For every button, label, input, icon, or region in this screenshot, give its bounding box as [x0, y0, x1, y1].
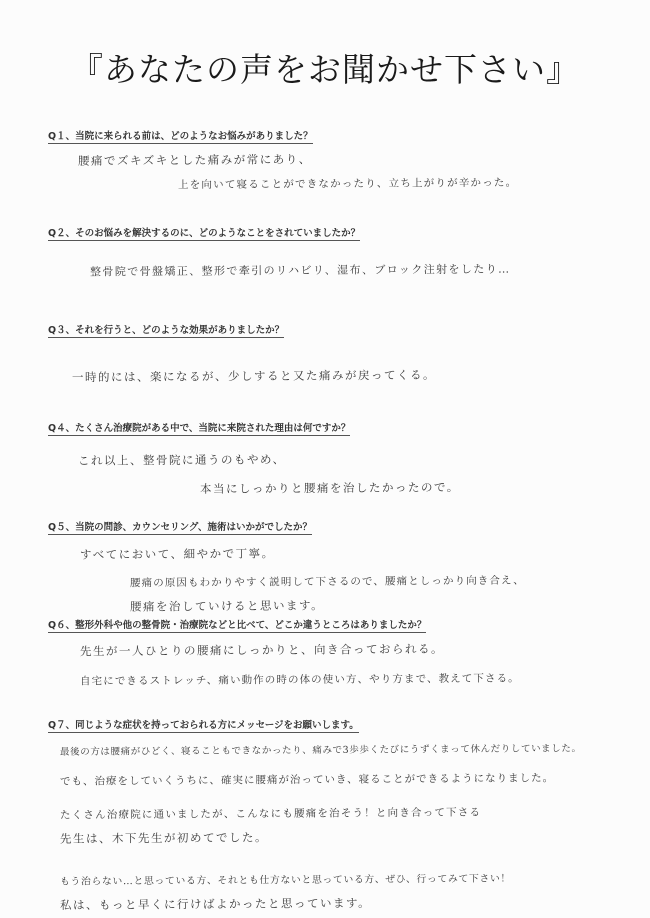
question-4: Q４、たくさん治療院がある中で、当院に来院された理由は何ですか？ — [48, 420, 350, 436]
answer-7-line-1: 最後の方は腰痛がひどく、寝ることもできなかったり、痛みで3歩歩くたびにうずくまって休んだりしていました。 — [59, 743, 582, 758]
question-6: Q６、整形外科や他の整骨院・治療院などと比べて、どこか違うところはありましたか？ — [48, 617, 426, 633]
question-5: Q５、当院の問診、カウンセリング、施術はいかがでしたか？ — [48, 519, 312, 535]
answer-7-line-4: 先生は、木下先生が初めてでした。 — [59, 830, 269, 846]
answer-6-line-2: 自宅にできるストレッチ、痛い動作の時の体の使い方、やり方まで、教えて下さる。 — [79, 672, 520, 688]
answer-2-line-1: 整骨院で骨盤矯正、整形で牽引のリハビリ、湿布、ブロック注射をしたり… — [89, 262, 511, 279]
answer-5-line-1: すべてにおいて、細やかで丁寧。 — [79, 546, 275, 562]
answer-7-line-2: でも、治療をしていくうちに、確実に腰痛が治っていき、寝ることができるようになりました。 — [59, 772, 555, 788]
answer-7-line-5: もう治らない…と思っている方、それとも仕方ないと思っている方、ぜひ、行ってみて下さい！ — [59, 873, 512, 888]
question-7: Q７、同じような症状を持っておられる方にメッセージをお願いします。 — [48, 717, 359, 733]
question-1: Q１、当院に来られる前は、どのようなお悩みがありました？ — [48, 128, 313, 144]
answer-4-line-1: これ以上、整骨院に通うのもやめ、 — [77, 452, 286, 468]
answer-7-line-6: 私は、もっと早くに行けばよかったと思っています。 — [59, 895, 372, 913]
answer-1-line-1: 腰痛でズキズキとした痛みが常にあり、 — [77, 152, 312, 168]
answer-3-line-1: 一時的には、楽になるが、少しすると又た痛みが戻ってくる。 — [71, 367, 437, 385]
answer-1-line-2: 上を向いて寝ることができなかったり、立ち上がりが辛かった。 — [177, 176, 518, 192]
question-3: Q３、それを行うと、どのような効果がありましたか？ — [48, 322, 284, 338]
answer-7-line-3: たくさん治療院に通いましたが、こんなにも腰痛を治そう！と向き合って下さる — [59, 806, 482, 822]
page-title: 『あなたの声をお聞かせ下さい』 — [70, 50, 580, 89]
answer-4-line-2: 本当にしっかりと腰痛を治したかったので。 — [199, 480, 460, 496]
answer-5-line-2: 腰痛の原因もわかりやすく説明して下さるので、腰痛としっかり向き合え、 — [129, 574, 525, 590]
question-2: Q２、そのお悩みを解決するのに、どのようなことをされていましたか？ — [48, 225, 360, 241]
answer-6-line-1: 先生が一人ひとりの腰痛にしっかりと、向き合っておられる。 — [79, 641, 445, 659]
answer-5-line-3: 腰痛を治していけると思います。 — [129, 598, 325, 614]
